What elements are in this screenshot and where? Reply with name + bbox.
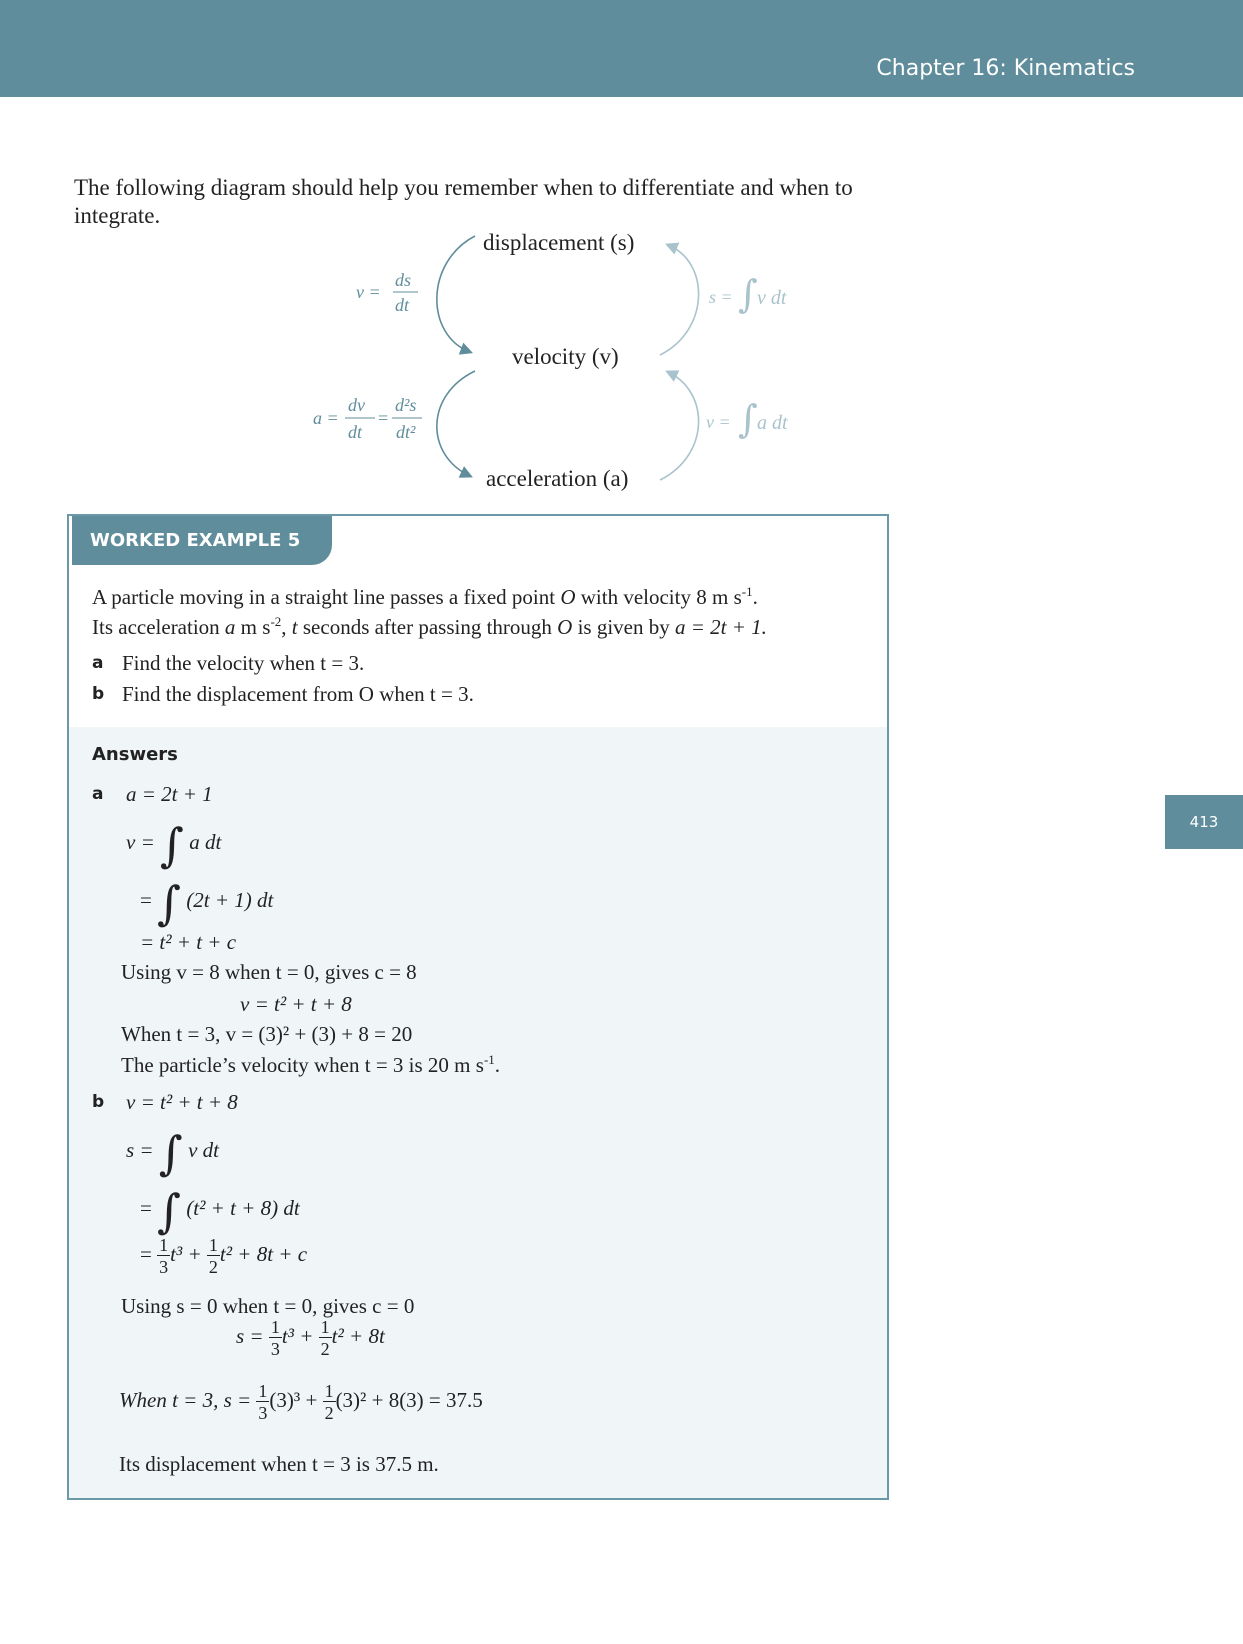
integral-sign: ∫ <box>160 818 184 872</box>
answer-b-line-5: Using s = 0 when t = 0, gives c = 0 <box>121 1294 415 1318</box>
fraction-one-half: $\frac{1}{2}$ <box>208 1235 218 1277</box>
a-definition-num2: d²s <box>395 395 417 415</box>
answer-a-line-6: v = t² + t + 8 <box>240 992 352 1016</box>
answer-a-line-2: v = ∫ a dt <box>126 818 222 872</box>
a-definition-eq: = <box>378 408 389 428</box>
answer-b-line-1: v = t² + t + 8 <box>126 1090 238 1114</box>
answer-b-line-7: When t = 3, s = $\frac{1}{3}$ (3)³ + $\frac{1}{2}$ (3)² + 8(3) = 37.5 <box>119 1381 483 1423</box>
v-integral-sign: ∫ <box>738 397 758 441</box>
answer-a-line-3: = ∫ (2t + 1) dt <box>140 876 274 930</box>
s-integral-lhs: s = <box>709 287 733 307</box>
part-b-label: b <box>92 684 105 704</box>
intro-paragraph: The following diagram should help you remember when to differentiate and when to integrate. <box>74 175 853 228</box>
int-arrow-v-to-s <box>660 245 699 355</box>
page-number: 413 <box>1165 795 1243 849</box>
a-definition-lhs: a = <box>313 408 339 428</box>
s-integral-body: v dt <box>757 287 787 309</box>
a-definition-den1: dt <box>348 422 363 442</box>
answers-heading: Answers <box>92 744 178 765</box>
answer-a-line-4: = t² + t + c <box>140 930 237 954</box>
v-integral-lhs: v = <box>706 412 731 432</box>
integral-sign: ∫ <box>157 876 182 930</box>
diff-arrow-v-to-a <box>437 371 475 476</box>
fraction-one-third: $\frac{1}{3}$ <box>258 1381 268 1423</box>
a-definition-den2: dt² <box>396 422 416 442</box>
s-integral-sign: ∫ <box>738 272 758 316</box>
fraction-one-half: $\frac{1}{2}$ <box>320 1317 330 1359</box>
worked-example-title: WORKED EXAMPLE 5 <box>72 516 332 565</box>
answer-b-line-3: = ∫ (t² + t + 8) dt <box>140 1184 300 1238</box>
diagram-acceleration-label: acceleration (a) <box>486 466 629 491</box>
answer-b-line-4: = $\frac{1}{3}$ t³ + $\frac{1}{2}$ t² + 8t + c <box>140 1235 308 1277</box>
question-line-2: Its acceleration a m $s^{-2}$, t seconds after passing through O is given by a = 2t + 1. <box>92 614 767 639</box>
answer-b-line-8: Its displacement when t = 3 is 37.5 m. <box>119 1452 439 1476</box>
v-definition-num: ds <box>395 270 412 290</box>
answer-a-line-8: The particle’s velocity when t = 3 is 20 m $s^{-1}$. <box>121 1052 501 1077</box>
part-a-question: Find the velocity when t = 3. <box>122 651 365 675</box>
diagram-velocity-label: velocity (v) <box>512 344 619 369</box>
diagram-displacement-label: displacement (s) <box>483 230 635 255</box>
answer-b-label: b <box>92 1092 105 1112</box>
v-definition-den: dt <box>395 295 410 315</box>
chapter-title: Chapter 16: Kinematics <box>876 56 1135 81</box>
answer-a-line-7: When t = 3, v = (3)² + (3) + 8 = 20 <box>121 1022 413 1046</box>
diff-arrow-s-to-v <box>437 236 475 352</box>
answer-a-line-5: Using v = 8 when t = 0, gives c = 8 <box>121 960 417 984</box>
part-a-label: a <box>92 653 104 673</box>
fraction-one-third: $\frac{1}{3}$ <box>270 1317 280 1359</box>
fraction-one-half: $\frac{1}{2}$ <box>324 1381 334 1423</box>
v-definition-lhs: v = <box>356 282 381 302</box>
answer-a-line-1: a = 2t + 1 <box>126 782 213 806</box>
integral-sign: ∫ <box>157 1184 182 1238</box>
answer-a-label: a <box>92 784 104 804</box>
answer-b-line-2: s = ∫ v dt <box>126 1126 219 1180</box>
part-b-question: Find the displacement from O when t = 3. <box>122 682 474 706</box>
v-integral-body: a dt <box>757 412 788 434</box>
fraction-one-third: $\frac{1}{3}$ <box>159 1235 169 1277</box>
answer-b-line-6: s = $\frac{1}{3}$ t³ + $\frac{1}{2}$ t² + 8t <box>236 1317 385 1359</box>
integral-sign: ∫ <box>158 1126 183 1180</box>
question-line-1: A particle moving in a straight line passes a fixed point O with velocity 8 m $s^{-1}$. <box>92 584 758 609</box>
int-arrow-a-to-v <box>660 372 699 480</box>
a-definition-num1: dv <box>348 395 365 415</box>
